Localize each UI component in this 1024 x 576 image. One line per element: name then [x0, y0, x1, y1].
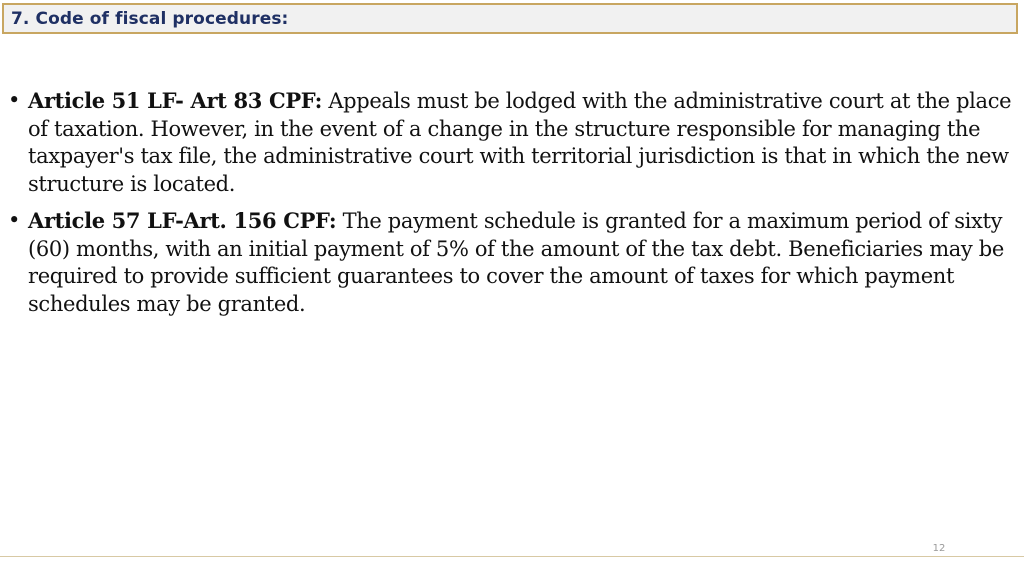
- bullet-item-article-51: [6, 87, 1018, 198]
- slide-title: 7. Code of fiscal procedures:: [11, 8, 289, 29]
- bullet-marker: •: [7, 208, 21, 232]
- bullet-list: [6, 87, 1018, 327]
- bullet-label: Article 57 LF-Art. 156 CPF:: [28, 208, 337, 233]
- page-number: 12: [932, 543, 946, 554]
- bullet-marker: •: [7, 88, 21, 112]
- bullet-text: Appeals must be lodged with the administrative court at the place of taxation. However, in the event of a change in the structure responsible for managing the taxpayer's tax file, the administrative court with territorial jurisdiction is that in which the new structure is located.: [28, 89, 1012, 196]
- bullet-text: The payment schedule is granted for a maximum period of sixty (60) months, with an initial payment of 5% of the amount of the tax debt. Beneficiaries may be required to provide sufficient guarantees to cover the amount of taxes for which payment schedules may be granted.: [28, 209, 1004, 316]
- bullet-label: Article 51 LF- Art 83 CPF:: [28, 88, 322, 113]
- title-bar: [2, 3, 1018, 34]
- bullet-item-article-57: [6, 207, 1018, 318]
- footer-divider: [0, 556, 1024, 557]
